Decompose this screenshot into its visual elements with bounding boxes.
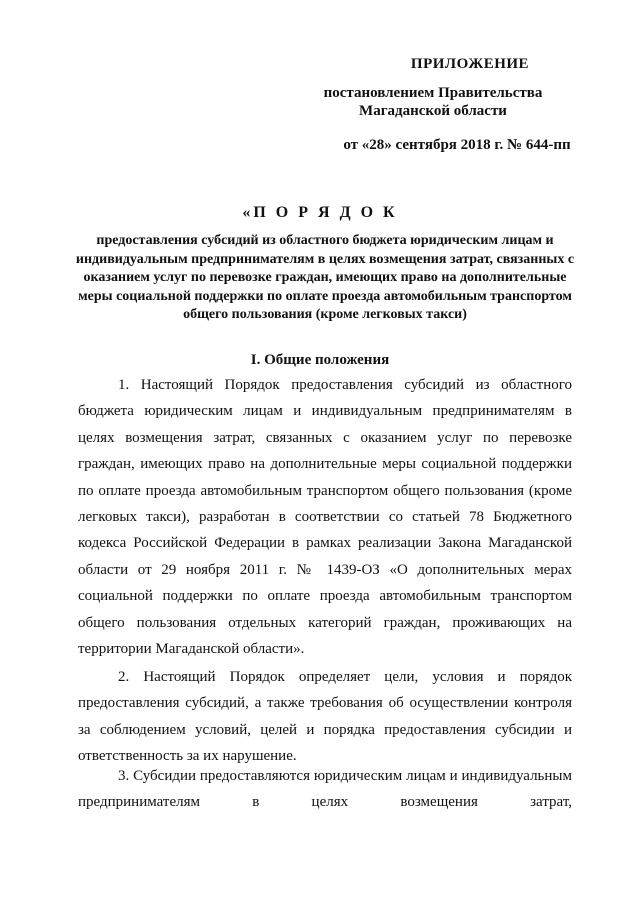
paragraph-2: 2. Настоящий Порядок определяет цели, условия и порядок предоставления субсидий, а также требования об осуществлении контроля за соблюдением условий, целей и порядка предоставления субсидии и ответственность за их нарушение. — [78, 669, 572, 765]
annex-title: ПРИЛОЖЕНИЕ — [410, 56, 530, 72]
document-subtitle: предоставления субсидий из областного бюджета юридическим лицам и индивидуальным предпринимателям в целях возмещения затрат, связанных с оказанием услуг по перевозке граждан, имеющих право на дополнительные меры социальной поддержки по оплате проезда автомобильным транспортом общего пользования (кроме легковых такси) — [75, 233, 575, 322]
annex-date: от «28» сентября 2018 г. № 644-пп — [343, 137, 571, 153]
annex-subtitle: постановлением Правительства Магаданской области — [323, 85, 543, 119]
section-heading: I. Общие положения — [250, 352, 390, 368]
paragraph-1: 1. Настоящий Порядок предоставления субсидий из областного бюджета юридическим лицам и индивидуальным предпринимателям в целях возмещения затрат, связанных с оказанием услуг по перевозке граждан, имеющих право на дополнительные меры социальной поддержки по оплате проезда автомобильным транспортом общего пользования (кроме легковых такси), разработан в соответствии со статьей 78 Бюджетного кодекса Российской Федерации в рамках реализации Закона Магаданской области от 29 ноября 2011 г. № 1439-ОЗ «О дополнительных мерах социальной поддержки по оплате проезда автомобильным транспортом общего пользования отдельных категорий граждан, проживающих на территории Магаданской области». — [78, 377, 572, 658]
paragraph-3: 3. Субсидии предоставляются юридическим лицам и индивидуальным предпринимателям в целях возмещения затрат, — [78, 768, 572, 811]
document-heading: «П О Р Я Д О К — [242, 204, 398, 221]
